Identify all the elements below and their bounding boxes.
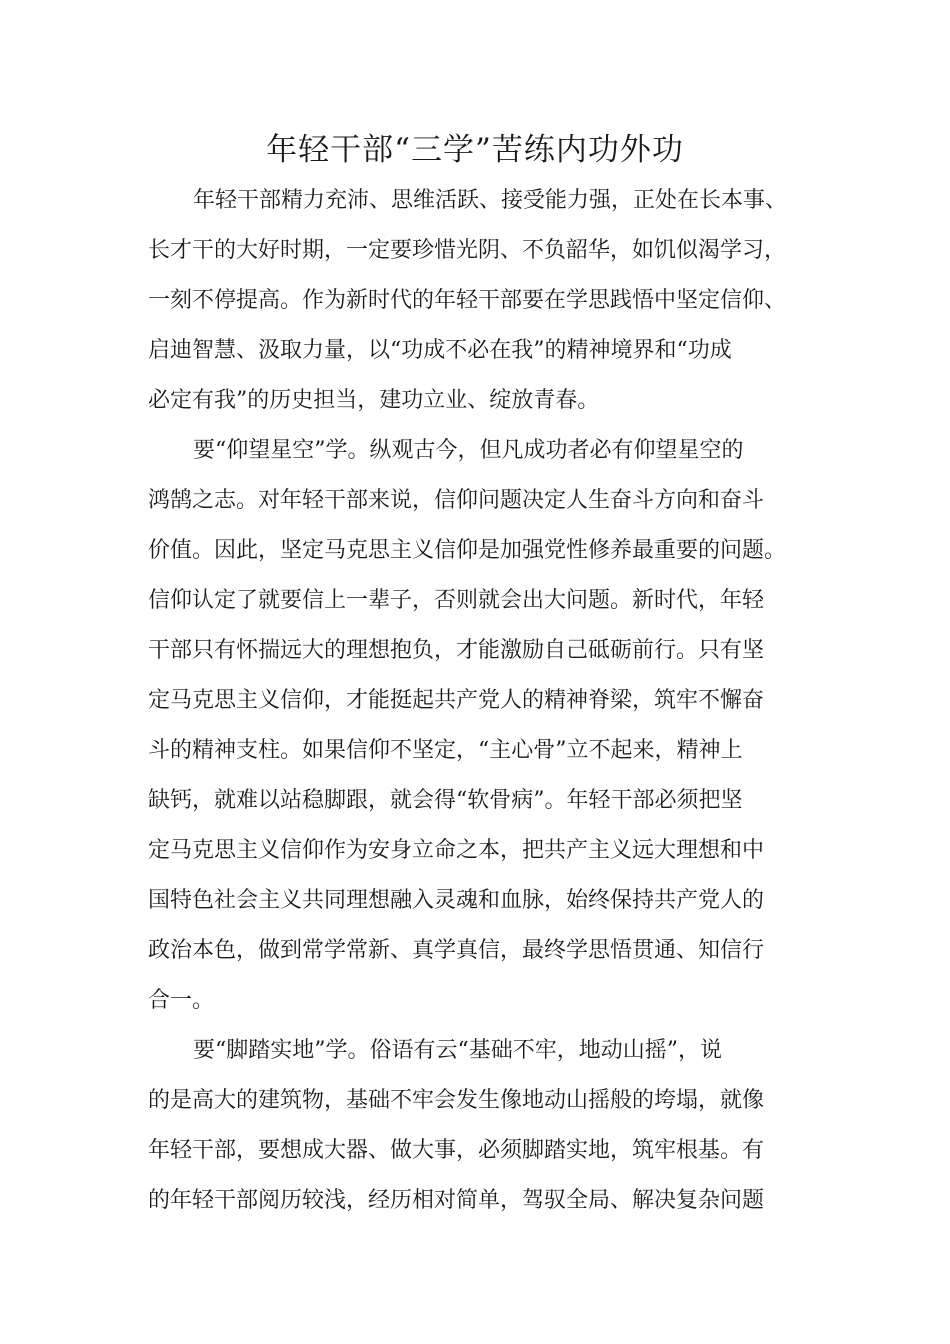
paragraph-line: 斗的精神支柱。如果信仰不坚定，“主心骨”立不起来，精神上 [148,738,743,763]
paragraph-line: 要“脚踏实地”学。俗语有云“基础不牢，地动山摇”，说 [193,1038,722,1063]
paragraph-line: 长才干的大好时期，一定要珍惜光阴、不负韶华，如饥似渴学习， [148,238,787,263]
paragraph-line: 一刻不停提高。作为新时代的年轻干部要在学思践悟中坚定信仰、 [148,288,787,313]
paragraph-line: 启迪智慧、汲取力量，以“功成不必在我”的精神境界和“功成 [148,338,732,363]
paragraph-line: 定马克思主义信仰作为安身立命之本，把共产主义远大理想和中 [148,838,765,863]
paragraph-line: 的是高大的建筑物，基础不牢会发生像地动山摇般的垮塌，就像 [148,1088,765,1113]
document-title: 年轻干部“三学”苦练内功外功 [266,132,684,168]
paragraph-line: 合一。 [148,988,215,1013]
paragraph-line: 年轻干部，要想成大器、做大事，必须脚踏实地，筑牢根基。有 [148,1138,765,1163]
paragraph-line: 缺钙，就难以站稳脚跟，就会得“软骨病”。年轻干部必须把坚 [148,788,743,813]
paragraph-line: 政治本色，做到常学常新、真学真信，最终学思悟贯通、知信行 [148,938,765,963]
paragraph-line: 要“仰望星空”学。纵观古今，但凡成功者必有仰望星空的 [193,438,744,463]
paragraph-line: 鸿鹄之志。对年轻干部来说，信仰问题决定人生奋斗方向和奋斗 [148,488,765,513]
paragraph-line: 的年轻干部阅历较浅，经历相对简单，驾驭全局、解决复杂问题 [148,1188,765,1213]
paragraph-line: 价值。因此，坚定马克思主义信仰是加强党性修养最重要的问题。 [148,538,787,563]
paragraph-line: 年轻干部精力充沛、思维活跃、接受能力强，正处在长本事、 [193,188,788,213]
paragraph-line: 定马克思主义信仰，才能挺起共产党人的精神脊梁，筑牢不懈奋 [148,688,765,713]
paragraph-line: 干部只有怀揣远大的理想抱负，才能激励自己砥砺前行。只有坚 [148,638,765,663]
paragraph-line: 必定有我”的历史担当，建功立业、绽放青春。 [148,388,600,413]
paragraph-line: 国特色社会主义共同理想融入灵魂和血脉，始终保持共产党人的 [148,888,765,913]
paragraph-line: 信仰认定了就要信上一辈子，否则就会出大问题。新时代，年轻 [148,588,765,613]
